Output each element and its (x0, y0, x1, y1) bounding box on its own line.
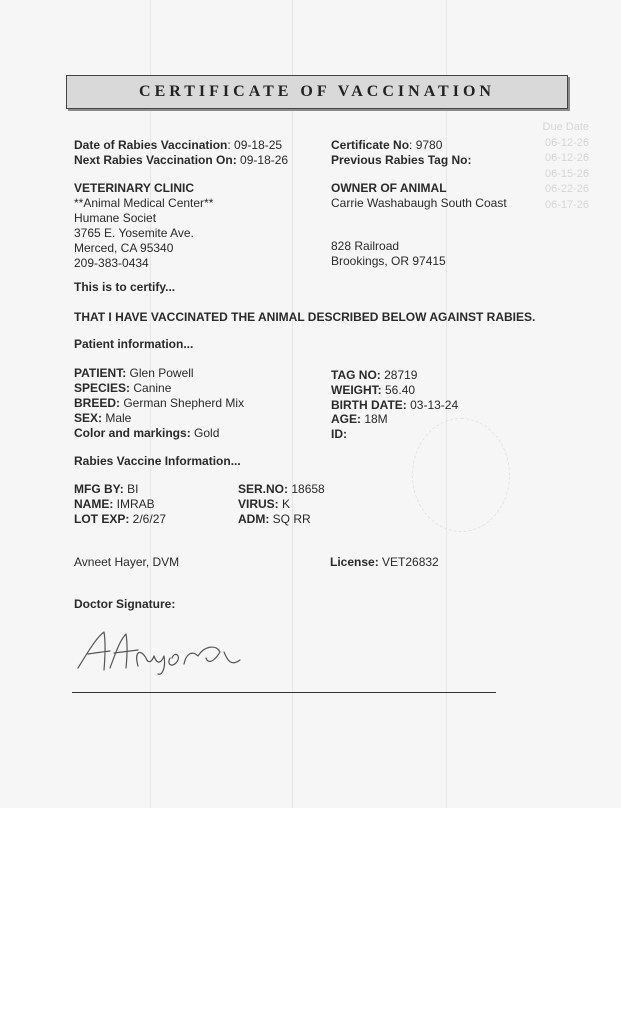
certificate-title: CERTIFICATE OF VACCINATION (139, 83, 495, 100)
vaccine-heading: Rabies Vaccine Information... (74, 454, 241, 468)
certificate-title-banner (66, 75, 568, 109)
fold-line (292, 0, 293, 808)
id-line: ID: (331, 427, 347, 441)
species-line: SPECIES: Canine (74, 381, 172, 395)
vaccine-name-line: NAME: IMRAB (74, 497, 155, 511)
doctor-signature (74, 622, 249, 678)
age-line: AGE: 18M (331, 412, 388, 426)
birth-date-line: BIRTH DATE: 03-13-24 (331, 398, 459, 412)
signature-label: Doctor Signature: (74, 597, 176, 611)
tag-number-line: TAG NO: 28719 (331, 368, 418, 382)
previous-tag-line: Previous Rabies Tag No: (331, 153, 472, 167)
serial-number-line: SER.NO: 18658 (238, 482, 325, 496)
virus-line: VIRUS: K (238, 497, 291, 511)
bleed-through-text: Due Date 06-12-26 06-12-26 06-15-26 06-22-26 06-17-26 (542, 121, 589, 211)
clinic-line: Humane Societ (74, 211, 157, 225)
manufacturer-line: MFG BY: BI (74, 482, 139, 496)
owner-address-line2: Brookings, OR 97415 (331, 254, 446, 268)
patient-heading: Patient information... (74, 337, 194, 351)
certify-statement: THAT I HAVE VACCINATED THE ANIMAL DESCRIBED BELOW AGAINST RABIES. (74, 310, 536, 324)
breed-line: BREED: German Shepherd Mix (74, 396, 245, 410)
certify-intro: This is to certify... (74, 280, 176, 294)
embossed-seal (412, 418, 510, 532)
owner-address-line1: 828 Railroad (331, 239, 400, 253)
color-line: Color and markings: Gold (74, 426, 220, 440)
rabies-date-line: Date of Rabies Vaccination: 09-18-25 (74, 138, 283, 152)
owner-heading: OWNER OF ANIMAL (331, 181, 447, 195)
doctor-name: Avneet Hayer, DVM (74, 555, 180, 569)
clinic-line: **Animal Medical Center** (74, 196, 214, 210)
clinic-line: Merced, CA 95340 (74, 241, 174, 255)
lot-exp-line: LOT EXP: 2/6/27 (74, 512, 167, 526)
owner-name: Carrie Washabaugh South Coast (331, 196, 507, 210)
signature-line (72, 692, 496, 693)
next-vaccination-line: Next Rabies Vaccination On: 09-18-26 (74, 153, 289, 167)
clinic-line: 3765 E. Yosemite Ave. (74, 226, 194, 240)
patient-name-line: PATIENT: Glen Powell (74, 366, 194, 380)
clinic-line: 209-383-0434 (74, 256, 149, 270)
clinic-heading: VETERINARY CLINIC (74, 181, 195, 195)
certificate-number-line: Certificate No: 9780 (331, 138, 443, 152)
weight-line: WEIGHT: 56.40 (331, 383, 416, 397)
license-line: License: VET26832 (330, 555, 439, 569)
sex-line: SEX: Male (74, 411, 132, 425)
administration-line: ADM: SQ RR (238, 512, 311, 526)
